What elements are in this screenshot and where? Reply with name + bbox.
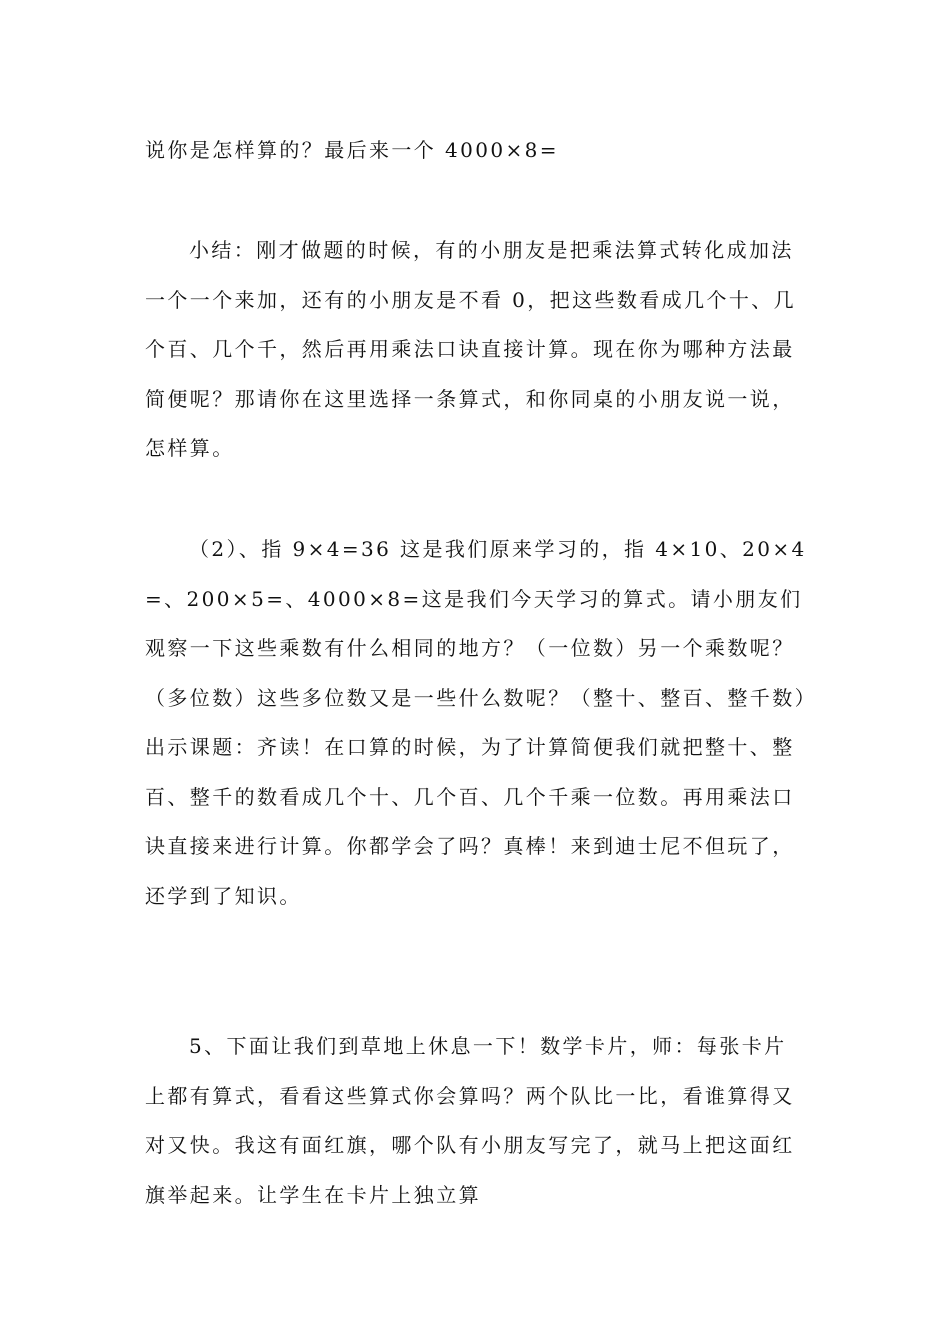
paragraph-summary: 小结：刚才做题的时候，有的小朋友是把乘法算式转化成加法一个一个来加，还有的小朋友是不看 0，把这些数看成几个十、几个百、几个千，然后再用乘法口诀直接计算。现在你为哪种方法最简便呢？那请你在这里选择一条算式，和你同桌的小朋友说一说，怎样算。 — [145, 238, 797, 460]
paragraph-continuation: 说你是怎样算的？最后来一个 4000×8= — [145, 138, 559, 162]
paragraph-step-5: 5、下面让我们到草地上休息一下！数学卡片，师：每张卡片上都有算式，看看这些算式你会算吗？两个队比一比，看谁算得又对又快。我这有面红旗，哪个队有小朋友写完了，就马上把这面红旗举起来。让学生在卡片上独立算 — [145, 1034, 795, 1207]
paragraph-point-2: （2）、指 9×4=36 这是我们原来学习的，指 4×10、20×4=、200×5=、4000×8=这是我们今天学习的算式。请小朋友们观察一下这些乘数有什么相同的地方？（一位数）另一个乘数呢？（多位数）这些多位数又是一些什么数呢？（整十、整百、整千数）出示课题：齐读！在口算的时候，为了计算简便我们就把整十、整百、整千的数看成几个十、几个百、几个千乘一位数。再用乘法口诀直接来进行计算。你都学会了吗？真棒！来到迪士尼不但玩了，还学到了知识。 — [145, 537, 807, 908]
